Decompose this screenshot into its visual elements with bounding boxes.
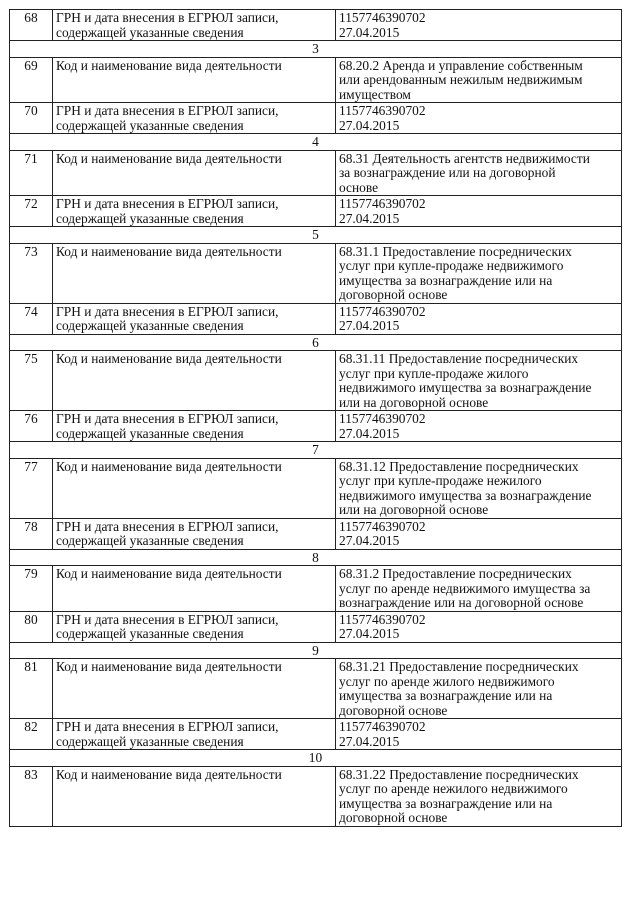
field-label-line: Код и наименование вида деятельности	[56, 659, 282, 674]
section-number: 7	[10, 442, 622, 459]
table-row	[10, 10, 622, 41]
section-number: 9	[10, 642, 622, 659]
field-label-cell	[53, 103, 336, 134]
field-label-line: Код и наименование вида деятельности	[56, 566, 282, 581]
field-label-line: содержащей указанные сведения	[56, 626, 244, 641]
field-value-cell	[336, 243, 622, 303]
field-value-line: имущества за вознаграждение или на	[339, 795, 553, 811]
row-number: 76	[10, 411, 53, 442]
section-row	[10, 442, 622, 459]
field-value-line: 68.20.2 Аренда и управление собственным	[339, 57, 583, 73]
field-value-cell	[336, 196, 622, 227]
table-row	[10, 766, 622, 826]
table-row	[10, 196, 622, 227]
table-row	[10, 566, 622, 612]
field-value-line: 1157746390702	[339, 196, 426, 211]
table-row	[10, 243, 622, 303]
field-label-line: Код и наименование вида деятельности	[56, 57, 282, 73]
field-label-cell	[53, 303, 336, 334]
field-label-cell	[53, 243, 336, 303]
egrul-extract-table	[9, 9, 622, 827]
table-row	[10, 150, 622, 196]
field-value-cell	[336, 659, 622, 719]
field-value-line: договорной основе	[339, 810, 448, 825]
row-number: 79	[10, 566, 53, 612]
field-value-line: 68.31.11 Предоставление посреднических	[339, 351, 579, 366]
field-label-line: ГРН и дата внесения в ЕГРЮЛ записи,	[56, 411, 279, 426]
field-value-cell	[336, 566, 622, 612]
field-label-line: Код и наименование вида деятельности	[56, 150, 282, 166]
field-value-line: 27.04.2015	[339, 425, 400, 441]
table-row	[10, 518, 622, 549]
field-label-line: содержащей указанные сведения	[56, 425, 244, 441]
field-label-line: ГРН и дата внесения в ЕГРЮЛ записи,	[56, 611, 279, 627]
field-label-cell	[53, 566, 336, 612]
field-value-cell	[336, 57, 622, 103]
field-value-cell	[336, 766, 622, 826]
field-label-line: содержащей указанные сведения	[56, 210, 244, 226]
field-value-line: имущества за вознаграждение или на	[339, 272, 553, 288]
field-value-line: 27.04.2015	[339, 733, 400, 749]
field-label-line: ГРН и дата внесения в ЕГРЮЛ записи,	[56, 518, 279, 534]
field-label-line: содержащей указанные сведения	[56, 733, 244, 749]
field-value-cell	[336, 458, 622, 518]
field-label-line: ГРН и дата внесения в ЕГРЮЛ записи,	[56, 303, 279, 319]
field-value-line: 1157746390702	[339, 518, 426, 534]
row-number: 75	[10, 351, 53, 411]
field-label-line: ГРН и дата внесения в ЕГРЮЛ записи,	[56, 103, 279, 118]
field-label-line: содержащей указанные сведения	[56, 533, 244, 548]
field-value-cell	[336, 303, 622, 334]
field-value-line: 68.31.21 Предоставление посреднических	[339, 659, 579, 674]
field-value-line: имуществом	[339, 86, 411, 102]
field-label-line: Код и наименование вида деятельности	[56, 243, 282, 259]
field-value-line: 1157746390702	[339, 10, 426, 25]
field-label-cell	[53, 10, 336, 41]
field-value-line: 68.31.22 Предоставление посреднических	[339, 766, 579, 782]
field-value-line: за вознаграждение или на договорной	[339, 165, 556, 180]
field-value-line: договорной основе	[339, 702, 448, 718]
field-label-cell	[53, 196, 336, 227]
field-value-cell	[336, 411, 622, 442]
field-label-cell	[53, 766, 336, 826]
field-label-line: Код и наименование вида деятельности	[56, 351, 282, 366]
field-value-line: услуг при купле-продаже жилого	[339, 365, 529, 381]
table-row	[10, 719, 622, 750]
section-row	[10, 642, 622, 659]
row-number: 80	[10, 611, 53, 642]
section-row	[10, 750, 622, 767]
field-value-line: услуг по аренде нежилого недвижимого	[339, 781, 568, 796]
field-value-line: услуг при купле-продаже недвижимого	[339, 258, 564, 273]
field-label-cell	[53, 659, 336, 719]
field-label-cell	[53, 150, 336, 196]
field-value-cell	[336, 719, 622, 750]
row-number: 68	[10, 10, 53, 41]
field-value-line: 27.04.2015	[339, 626, 400, 641]
field-label-line: содержащей указанные сведения	[56, 117, 244, 133]
row-number: 70	[10, 103, 53, 134]
field-value-line: 1157746390702	[339, 303, 426, 319]
field-value-line: 27.04.2015	[339, 533, 400, 548]
row-number: 81	[10, 659, 53, 719]
table-row	[10, 659, 622, 719]
row-number: 73	[10, 243, 53, 303]
field-label-cell	[53, 458, 336, 518]
table-row	[10, 57, 622, 103]
field-value-line: 1157746390702	[339, 103, 426, 118]
field-value-cell	[336, 103, 622, 134]
field-label-line: ГРН и дата внесения в ЕГРЮЛ записи,	[56, 719, 279, 734]
table-body	[10, 10, 622, 827]
field-value-cell	[336, 351, 622, 411]
field-label-cell	[53, 351, 336, 411]
field-label-line: ГРН и дата внесения в ЕГРЮЛ записи,	[56, 196, 279, 211]
table-row	[10, 411, 622, 442]
field-value-line: 27.04.2015	[339, 24, 400, 40]
field-label-cell	[53, 518, 336, 549]
field-label-line: содержащей указанные сведения	[56, 24, 244, 40]
section-number: 10	[10, 750, 622, 767]
section-row	[10, 334, 622, 351]
field-value-line: договорной основе	[339, 287, 448, 302]
table-row	[10, 458, 622, 518]
field-value-cell	[336, 10, 622, 41]
field-value-line: 68.31 Деятельность агентств недвижимости	[339, 150, 590, 166]
row-number: 74	[10, 303, 53, 334]
field-value-line: 1157746390702	[339, 719, 426, 734]
field-value-line: 27.04.2015	[339, 117, 400, 133]
table-row	[10, 611, 622, 642]
row-number: 78	[10, 518, 53, 549]
table-row	[10, 351, 622, 411]
row-number: 83	[10, 766, 53, 826]
table-row	[10, 303, 622, 334]
section-number: 6	[10, 334, 622, 351]
table-row	[10, 103, 622, 134]
field-value-line: или на договорной основе	[339, 502, 489, 517]
field-value-line: 1157746390702	[339, 411, 426, 426]
section-number: 4	[10, 134, 622, 151]
field-value-cell	[336, 150, 622, 196]
field-value-line: услуг при купле-продаже нежилого	[339, 473, 542, 488]
section-row	[10, 549, 622, 566]
field-value-line: 27.04.2015	[339, 210, 400, 226]
field-value-line: недвижимого имущества за вознаграждение	[339, 487, 592, 503]
field-label-line: Код и наименование вида деятельности	[56, 458, 282, 474]
section-number: 3	[10, 41, 622, 58]
field-label-cell	[53, 411, 336, 442]
field-value-line: услуг по аренде жилого недвижимого	[339, 673, 555, 689]
section-number: 5	[10, 227, 622, 244]
field-label-line: Код и наименование вида деятельности	[56, 766, 282, 782]
field-value-line: или на договорной основе	[339, 394, 489, 410]
field-value-line: 68.31.1 Предоставление посреднических	[339, 243, 572, 259]
row-number: 77	[10, 458, 53, 518]
section-row	[10, 41, 622, 58]
field-value-line: 68.31.2 Предоставление посреднических	[339, 566, 572, 581]
section-number: 8	[10, 549, 622, 566]
field-value-line: недвижимого имущества за вознаграждение	[339, 380, 592, 395]
row-number: 72	[10, 196, 53, 227]
field-label-line: содержащей указанные сведения	[56, 318, 244, 333]
row-number: 69	[10, 57, 53, 103]
field-value-line: вознаграждение или на договорной основе	[339, 595, 584, 610]
field-label-cell	[53, 719, 336, 750]
field-value-line: 1157746390702	[339, 611, 426, 627]
field-label-line: ГРН и дата внесения в ЕГРЮЛ записи,	[56, 10, 279, 25]
field-value-cell	[336, 518, 622, 549]
field-value-line: услуг по аренде недвижимого имущества за	[339, 580, 591, 596]
section-row	[10, 227, 622, 244]
row-number: 82	[10, 719, 53, 750]
row-number: 71	[10, 150, 53, 196]
field-value-cell	[336, 611, 622, 642]
field-label-cell	[53, 611, 336, 642]
field-value-line: 68.31.12 Предоставление посреднических	[339, 458, 579, 474]
section-row	[10, 134, 622, 151]
field-value-line: или арендованным нежилым недвижимым	[339, 72, 583, 87]
field-value-line: 27.04.2015	[339, 318, 400, 333]
field-label-cell	[53, 57, 336, 103]
field-value-line: имущества за вознаграждение или на	[339, 688, 553, 703]
field-value-line: основе	[339, 179, 379, 195]
